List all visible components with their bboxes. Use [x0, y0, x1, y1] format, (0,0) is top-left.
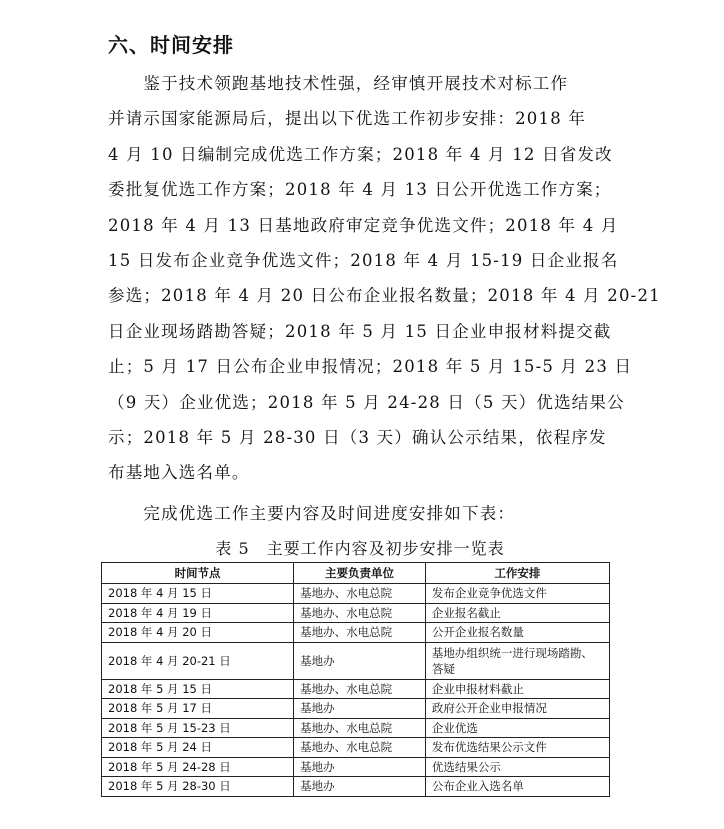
table-row [102, 777, 610, 797]
cell-unit: 基地办、水电总院 [294, 603, 426, 623]
table-header-row [102, 563, 610, 584]
cell-task: 企业申报材料截止 [425, 679, 609, 699]
cell-unit: 基地办、水电总院 [294, 718, 426, 738]
cell-unit: 基地办 [294, 757, 426, 777]
table-caption: 表 5 主要工作内容及初步安排一览表 [215, 539, 505, 558]
cell-time: 2018 年 5 月 28-30 日 [102, 777, 294, 797]
paragraph-line: 并请示国家能源局后，提出以下优选工作初步安排：2018 年 [108, 109, 587, 129]
cell-task: 公布企业入选名单 [425, 777, 609, 797]
table-row [102, 757, 610, 777]
cell-time: 2018 年 4 月 15 日 [102, 584, 294, 604]
paragraph-line: 止；5 月 17 日公布企业申报情况；2018 年 5 月 15-5 月 23 日 [108, 357, 633, 377]
cell-task: 企业优选 [425, 718, 609, 738]
cell-unit: 基地办 [294, 642, 426, 679]
paragraph-line: 完成优选工作主要内容及时间进度安排如下表： [108, 504, 516, 523]
table-row [102, 603, 610, 623]
cell-unit: 基地办 [294, 777, 426, 797]
paragraph-line: 委批复优选工作方案；2018 年 4 月 13 日公开优选工作方案； [108, 180, 612, 200]
paragraph-line: 4 月 10 日编制完成优选工作方案；2018 年 4 月 12 日省发改 [108, 144, 613, 164]
cell-time: 2018 年 5 月 15-23 日 [102, 718, 294, 738]
cell-time: 2018 年 4 月 20-21 日 [102, 642, 294, 679]
paragraph-line: 示；2018 年 5 月 28-30 日（3 天）确认公示结果，依程序发 [108, 427, 607, 447]
table-row [102, 699, 610, 719]
paragraph-line: 布基地入选名单。 [108, 463, 250, 483]
table-row [102, 584, 610, 604]
table-row [102, 718, 610, 738]
cell-time: 2018 年 5 月 24 日 [102, 738, 294, 758]
cell-task: 优选结果公示 [425, 757, 609, 777]
cell-task: 发布优选结果公示文件 [425, 738, 609, 758]
section-heading: 六、时间安排 [108, 33, 234, 57]
cell-unit: 基地办、水电总院 [294, 623, 426, 643]
cell-task: 公开企业报名数量 [425, 623, 609, 643]
paragraph-line: （9 天）企业优选；2018 年 5 月 24-28 日（5 天）优选结果公 [108, 392, 625, 412]
table-intro-paragraph [108, 496, 612, 531]
header-responsible-unit: 主要负责单位 [294, 563, 426, 584]
table-row [102, 738, 610, 758]
paragraph-line: 2018 年 4 月 13 日基地政府审定竞争优选文件；2018 年 4 月 [108, 215, 619, 235]
cell-time: 2018 年 4 月 19 日 [102, 603, 294, 623]
cell-unit: 基地办、水电总院 [294, 679, 426, 699]
cell-task: 企业报名截止 [425, 603, 609, 623]
table-row [102, 642, 610, 679]
cell-unit: 基地办、水电总院 [294, 584, 426, 604]
cell-task: 政府公开企业申报情况 [425, 699, 609, 719]
schedule-paragraph [108, 66, 661, 491]
paragraph-line: 15 日发布企业竞争优选文件；2018 年 4 月 15-19 日企业报名 [108, 250, 619, 270]
cell-time: 2018 年 5 月 24-28 日 [102, 757, 294, 777]
header-time-node: 时间节点 [102, 563, 294, 584]
header-work-arrangement: 工作安排 [425, 563, 609, 584]
schedule-table [101, 562, 610, 797]
cell-time: 2018 年 4 月 20 日 [102, 623, 294, 643]
paragraph-line: 日企业现场踏勘答疑；2018 年 5 月 15 日企业申报材料提交截 [108, 321, 612, 341]
cell-task: 发布企业竞争优选文件 [425, 584, 609, 604]
cell-time: 2018 年 5 月 15 日 [102, 679, 294, 699]
cell-task: 基地办组织统一进行现场踏勘、答疑 [425, 642, 609, 679]
table-row [102, 623, 610, 643]
paragraph-line: 鉴于技术领跑基地技术性强，经审慎开展技术对标工作 [108, 74, 569, 93]
cell-unit: 基地办 [294, 699, 426, 719]
cell-time: 2018 年 5 月 17 日 [102, 699, 294, 719]
cell-unit: 基地办、水电总院 [294, 738, 426, 758]
paragraph-line: 参选；2018 年 4 月 20 日公布企业报名数量；2018 年 4 月 20-21 [108, 286, 661, 306]
table-row [102, 679, 610, 699]
